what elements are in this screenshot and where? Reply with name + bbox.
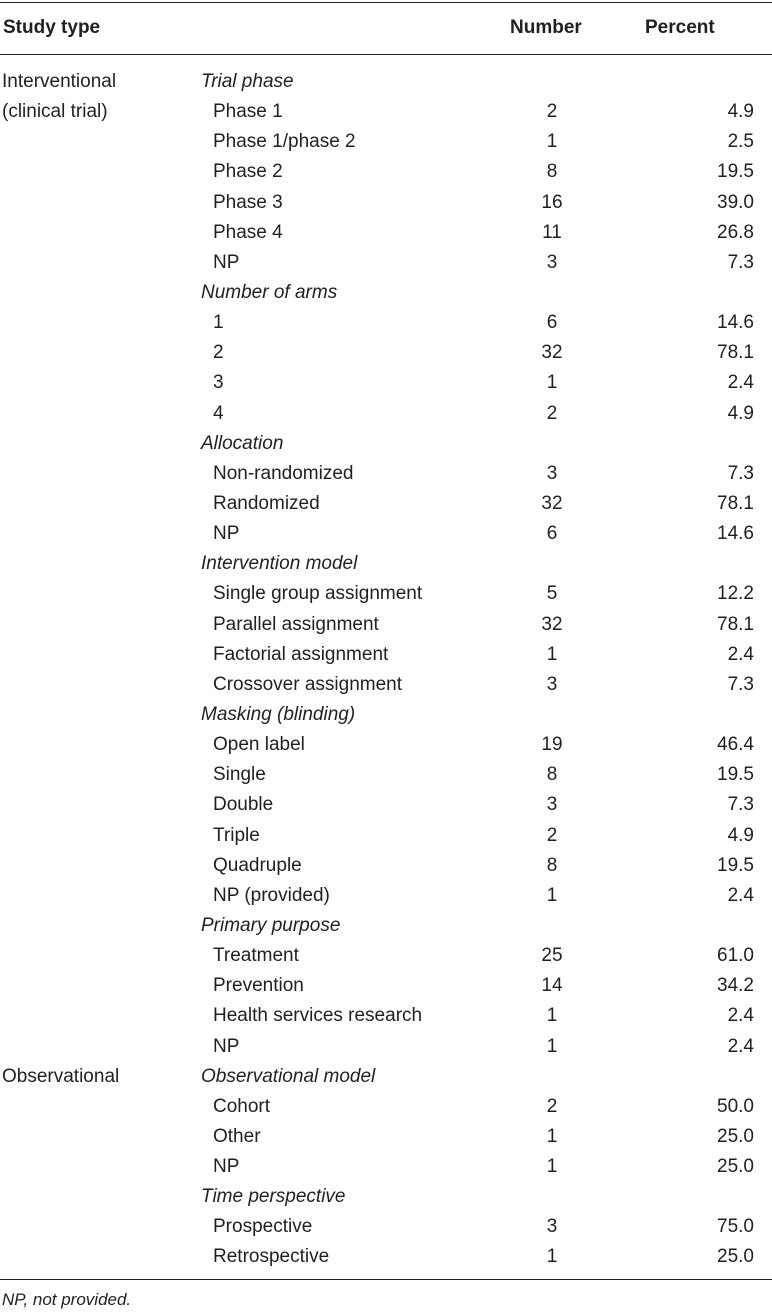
table-top-rule [0,2,772,3]
row-percent: 7.3 [727,794,754,816]
row-number: 2 [546,1095,558,1117]
table-row [0,971,772,1001]
row-percent: 78.1 [717,492,754,514]
row-number: 1 [546,131,558,153]
row-label: Double [213,794,274,816]
row-number: 32 [541,342,563,364]
table-row [0,188,772,218]
row-percent: 2.4 [727,372,754,394]
table-row [0,519,772,549]
row-percent: 4.9 [727,101,754,123]
table-row [0,790,772,820]
row-label: Triple [213,824,260,846]
row-percent: 2.4 [727,643,754,665]
row-number: 1 [546,1035,558,1057]
table-row [0,1092,772,1122]
row-label: NP (provided) [213,884,330,906]
study-type-interventional-line2: (clinical trial) [2,101,108,122]
row-number: 6 [546,312,558,334]
table-body [0,67,772,1273]
table-row [0,1001,772,1031]
row-label: Cohort [213,1095,271,1117]
table-row [0,399,772,429]
row-label: Prevention [213,975,304,997]
footnote: NP, not provided. [2,1290,132,1309]
category-label: Primary purpose [201,914,341,936]
row-number: 8 [546,764,558,786]
row-label: Factorial assignment [213,643,389,665]
category-label: Time perspective [201,1186,346,1208]
table-row [0,338,772,368]
table-row [0,730,772,760]
row-label: Phase 1 [213,101,283,123]
row-percent: 7.3 [727,462,754,484]
table-row [0,218,772,248]
header-rule [0,54,772,55]
row-number: 3 [546,673,558,695]
row-label: 2 [213,342,224,364]
row-percent: 12.2 [717,583,754,605]
row-percent: 14.6 [717,523,754,545]
table-row [0,1122,772,1152]
row-number: 1 [546,643,558,665]
row-percent: 25.0 [717,1125,754,1147]
row-number: 1 [546,1246,558,1268]
study-type-interventional-line1: Interventional [2,71,117,92]
category-row [0,429,772,459]
row-number: 1 [546,372,558,394]
row-label: Randomized [213,492,320,514]
row-label: Single [213,764,266,786]
row-percent: 61.0 [717,945,754,967]
row-number: 3 [546,462,558,484]
row-label: Prospective [213,1216,313,1238]
row-percent: 7.3 [727,673,754,695]
table-row [0,97,772,127]
row-percent: 19.5 [717,854,754,876]
row-label: Other [213,1125,261,1147]
row-label: 4 [213,402,224,424]
row-number: 8 [546,854,558,876]
row-percent: 7.3 [727,251,754,273]
row-number: 11 [542,221,562,243]
row-number: 1 [546,1125,558,1147]
category-label: Observational model [201,1065,376,1087]
row-percent: 2.5 [727,131,754,153]
table-row [0,1032,772,1062]
table-row [0,851,772,881]
row-label: NP [213,251,240,273]
row-number: 1 [546,1156,558,1178]
row-label: Phase 1/phase 2 [213,131,356,153]
category-label: Masking (blinding) [201,703,356,725]
table-row [0,248,772,278]
table-row [0,459,772,489]
row-number: 6 [546,523,558,545]
row-label: Crossover assignment [213,673,403,695]
category-label: Trial phase [201,71,294,92]
row-number: 25 [541,945,563,967]
row-number: 16 [541,191,563,213]
table-row [0,489,772,519]
row-number: 5 [546,583,558,605]
row-percent: 19.5 [717,161,754,183]
table-row [0,1212,772,1242]
row-label: Phase 2 [213,161,283,183]
row-percent: 4.9 [727,402,754,424]
category-row [0,911,772,941]
table-row [0,760,772,790]
row-percent: 34.2 [717,975,754,997]
row-label: Open label [213,734,305,756]
row-number: 14 [541,975,563,997]
table-row [0,368,772,398]
category-row [0,278,772,308]
row-label: Parallel assignment [213,613,379,635]
table-row [0,308,772,338]
category-row [0,1062,772,1092]
row-percent: 2.4 [727,1035,754,1057]
row-percent: 78.1 [717,613,754,635]
row-label: Phase 4 [213,221,283,243]
row-label: Health services research [213,1005,423,1027]
study-type-observational: Observational [2,1066,120,1087]
table-row [0,157,772,187]
category-row [0,700,772,730]
row-label: NP [213,1035,240,1057]
table-row [0,640,772,670]
table-row [0,1242,772,1272]
category-row [0,549,772,579]
category-row [0,1182,772,1212]
table-row [0,670,772,700]
row-number: 1 [546,884,558,906]
header-percent: Percent [645,17,715,38]
row-percent: 19.5 [717,764,754,786]
row-number: 2 [546,824,558,846]
table-bottom-rule [0,1279,772,1280]
row-label: Treatment [213,945,299,967]
row-percent: 14.6 [717,312,754,334]
row-percent: 46.4 [717,734,754,756]
table-row [0,881,772,911]
table-row [0,127,772,157]
row-percent: 2.4 [727,884,754,906]
row-number: 19 [541,734,563,756]
table-row [0,610,772,640]
row-number: 32 [541,613,563,635]
row-number: 3 [546,794,558,816]
category-label: Allocation [201,432,284,454]
row-percent: 25.0 [717,1246,754,1268]
row-label: Quadruple [213,854,302,876]
row-label: 1 [213,312,224,334]
row-number: 2 [546,101,558,123]
table-row [0,1152,772,1182]
row-number: 3 [546,1216,558,1238]
row-label: NP [213,523,240,545]
row-number: 8 [546,161,558,183]
category-row [0,67,772,97]
row-label: Single group assignment [213,583,423,605]
row-number: 1 [546,1005,558,1027]
row-number: 32 [541,492,563,514]
table-row [0,579,772,609]
row-percent: 26.8 [717,221,754,243]
row-percent: 39.0 [717,191,754,213]
table-row [0,821,772,851]
category-label: Number of arms [201,281,338,303]
row-label: 3 [213,372,224,394]
row-number: 3 [546,251,558,273]
header-number: Number [510,17,582,38]
row-percent: 25.0 [717,1156,754,1178]
row-percent: 2.4 [727,1005,754,1027]
header-study-type: Study type [3,17,101,38]
row-percent: 78.1 [717,342,754,364]
row-label: Phase 3 [213,191,283,213]
row-label: NP [213,1156,240,1178]
row-percent: 75.0 [717,1216,754,1238]
category-label: Intervention model [201,553,358,575]
row-percent: 50.0 [717,1095,754,1117]
row-percent: 4.9 [727,824,754,846]
row-label: Retrospective [213,1246,330,1268]
row-number: 2 [546,402,558,424]
table-row [0,941,772,971]
row-label: Non-randomized [213,462,354,484]
